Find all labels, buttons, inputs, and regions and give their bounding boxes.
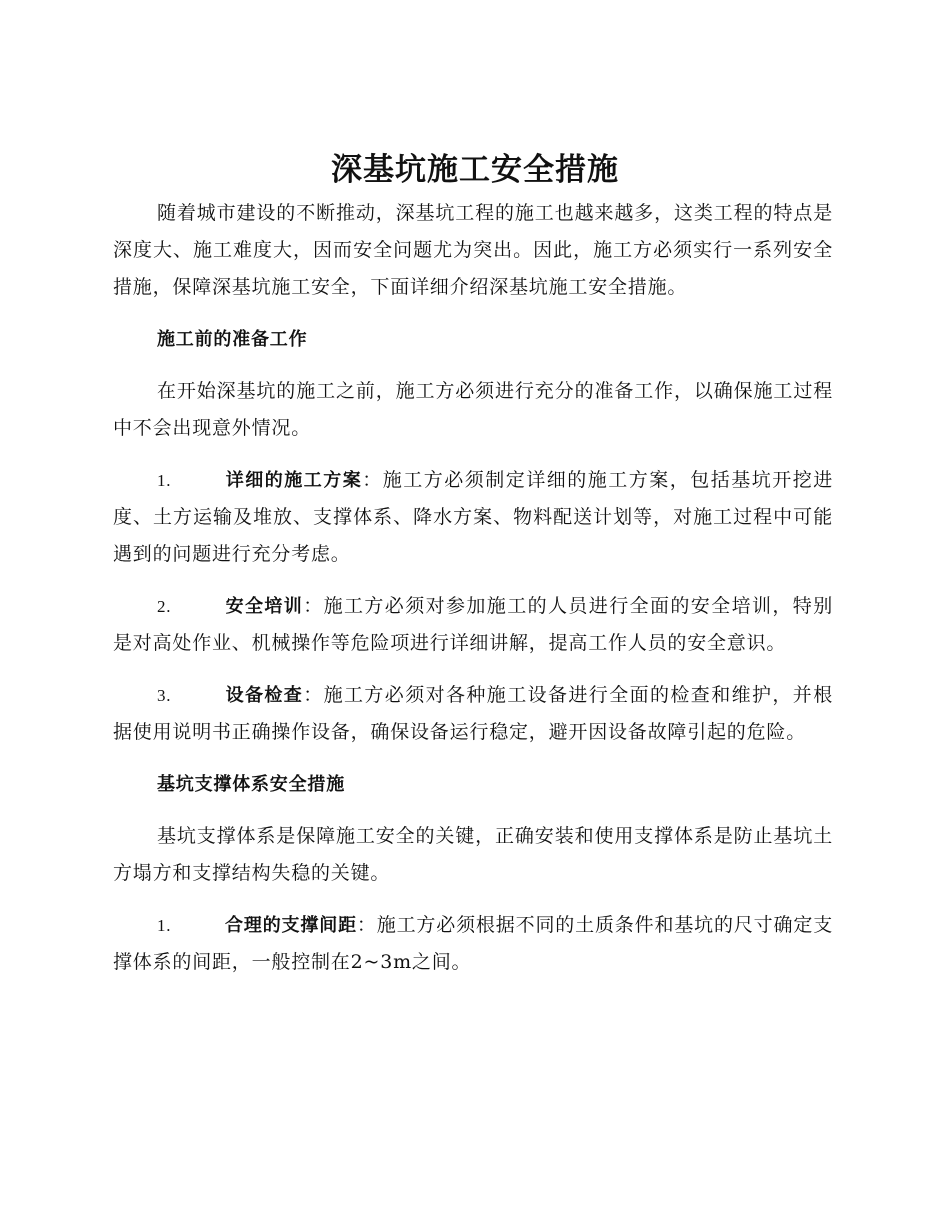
list-item-term: 详细的施工方案 xyxy=(225,470,363,491)
document-body xyxy=(113,195,833,981)
intro-paragraph: 随着城市建设的不断推动，深基坑工程的施工也越来越多，这类工程的特点是深度大、施工难度大，因而安全问题尤为突出。因此，施工方必须实行一系列安全措施，保障深基坑施工安全，下面详细介绍深基坑施工安全措施。 xyxy=(113,202,833,298)
list-item-text: ：施工方必须根据不同的土质条件和基坑的尺寸确定支撑体系的间距，一般控制在2~3m之间。 xyxy=(113,914,833,973)
list-item-text: ：施工方必须对参加施工的人员进行全面的安全培训，特别是对高处作业、机械操作等危险项进行详细讲解，提高工作人员的安全意识。 xyxy=(113,595,833,654)
list-item-number: 2. xyxy=(157,597,172,616)
list-item-term: 合理的支撑间距 xyxy=(225,915,357,936)
list-item xyxy=(113,588,833,662)
list-item-text: ：施工方必须对各种施工设备进行全面的检查和维护，并根据使用说明书正确操作设备，确保设备运行稳定，避开因设备故障引起的危险。 xyxy=(113,684,833,743)
section-paragraph-preparation: 在开始深基坑的施工之前，施工方必须进行充分的准备工作，以确保施工过程中不会出现意外情况。 xyxy=(113,380,833,439)
section-paragraph-support-system: 基坑支撑体系是保障施工安全的关键，正确安装和使用支撑体系是防止基坑土方塌方和支撑结构失稳的关键。 xyxy=(113,825,833,884)
section-heading-preparation: 施工前的准备工作 xyxy=(157,329,308,350)
list-item-number: 3. xyxy=(157,686,172,705)
document-title: 深基坑施工安全措施 xyxy=(331,152,619,188)
list-item-number: 1. xyxy=(157,916,172,935)
list-item-number: 1. xyxy=(157,471,172,490)
list-item-text: ：施工方必须制定详细的施工方案，包括基坑开挖进度、土方运输及堆放、支撑体系、降水方案、物料配送计划等，对施工过程中可能遇到的问题进行充分考虑。 xyxy=(113,469,833,565)
list-item xyxy=(113,677,833,751)
list-item xyxy=(113,462,833,573)
section-heading-support-system: 基坑支撑体系安全措施 xyxy=(157,774,345,795)
list-item xyxy=(113,907,833,981)
list-item-term: 安全培训 xyxy=(225,596,304,617)
list-item-term: 设备检查 xyxy=(225,685,304,706)
